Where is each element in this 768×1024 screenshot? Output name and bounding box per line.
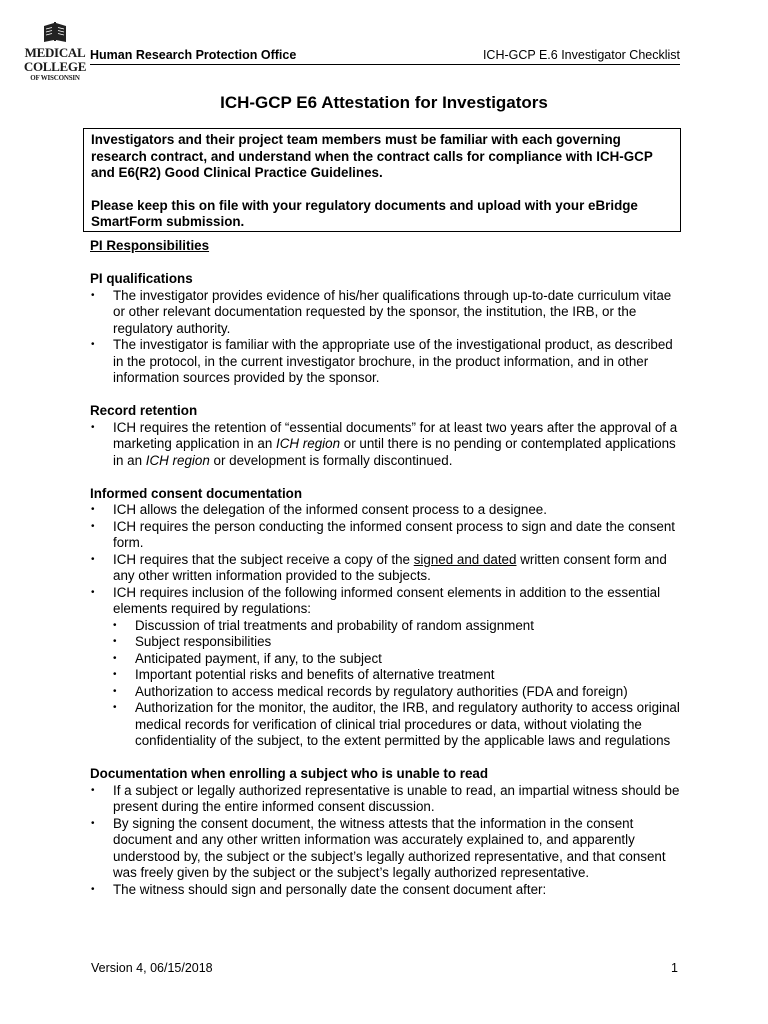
- page-header: [20, 20, 680, 82]
- list-item: • If a subject or legally authorized representative is unable to read, an impartial witness should be present during the entire informed consent discussion.: [90, 783, 680, 816]
- sub-list-item: • Discussion of trial treatments and probability of random assignment: [90, 618, 680, 635]
- footer-version: Version 4, 06/15/2018: [91, 961, 213, 975]
- unable-to-read-list: [90, 783, 680, 899]
- unable-to-read-heading: Documentation when enrolling a subject who is unable to read: [90, 766, 489, 781]
- informed-consent-list: [90, 502, 680, 618]
- notice-paragraph-1: Investigators and their project team members must be familiar with each governing research contract, and understand when the contract calls for compliance with ICH-GCP and E6(R2) Good Clinical Practice Guidelines.: [91, 132, 653, 180]
- document-body: [90, 238, 680, 898]
- consent-elements-sublist: [90, 618, 680, 750]
- sub-list-item: • Authorization for the monitor, the auditor, the IRB, and regulatory authority to access original medical records for verification of clinical trial procedures or data, without violating the confidentiality of the subject, to the extent permitted by the applicable laws and regulations: [90, 700, 680, 750]
- pi-qualifications-list: [90, 288, 680, 387]
- list-item: • ICH requires the person conducting the informed consent process to sign and date the consent form.: [90, 519, 680, 552]
- list-item: • ICH allows the delegation of the informed consent process to a designee.: [90, 502, 680, 519]
- list-item: • ICH requires that the subject receive a copy of the signed and dated written consent form and any other written information provided to the subjects.: [90, 552, 680, 585]
- checklist-name: ICH-GCP E.6 Investigator Checklist: [482, 48, 680, 62]
- header-rule: [90, 64, 680, 65]
- list-item: • ICH requires the retention of “essential documents” for at least two years after the approval of a marketing application in an ICH region or until there is no pending or contemplated applications in an ICH region or development is formally discontinued.: [90, 420, 680, 470]
- sub-list-item: • Important potential risks and benefits of alternative treatment: [90, 667, 680, 684]
- informed-consent-heading: Informed consent documentation: [90, 485, 303, 501]
- list-item: • The investigator provides evidence of his/her qualifications through up-to-date curriculum vitae or other relevant documentation requested by the sponsor, the institution, the IRB, or the regulatory authority.: [90, 288, 680, 338]
- list-item: • By signing the consent document, the witness attests that the information in the consent document and any other written information was accurately explained to, and apparently understood by, the subject or the subject’s legally authorized representative, and that consent was freely given by the subject or the subject’s legally authorized representative.: [90, 816, 680, 882]
- logo-text-line1: MEDICAL: [24, 45, 86, 60]
- sub-list-item: • Subject responsibilities: [90, 634, 680, 651]
- record-retention-heading: Record retention: [90, 403, 198, 418]
- list-item: • ICH requires inclusion of the following informed consent elements in addition to the essential elements required by regulations:: [90, 585, 680, 618]
- logo-text-line3: OF WISCONSIN: [30, 74, 80, 82]
- institution-logo: [20, 20, 90, 82]
- notice-paragraph-2: Please keep this on file with your regulatory documents and upload with your eBridge SmartForm submission.: [91, 197, 638, 229]
- book-crest-icon: [42, 20, 68, 44]
- record-retention-list: [90, 420, 680, 470]
- sub-list-item: • Authorization to access medical records by regulatory authorities (FDA and foreign): [90, 684, 680, 701]
- page-number: 1: [671, 961, 678, 975]
- sub-list-item: • Anticipated payment, if any, to the subject: [90, 651, 680, 668]
- logo-text-line2: COLLEGE: [23, 59, 87, 74]
- page-title: ICH-GCP E6 Attestation for Investigators: [220, 93, 548, 112]
- pi-qualifications-heading: PI qualifications: [90, 271, 193, 286]
- pi-responsibilities-heading: PI Responsibilities: [90, 238, 210, 253]
- office-name: Human Research Protection Office: [90, 48, 297, 62]
- notice-box: [83, 128, 681, 232]
- list-item: • The investigator is familiar with the appropriate use of the investigational product, as described in the protocol, in the current investigator brochure, in the product information, and in other information sources provided by the sponsor.: [90, 337, 680, 387]
- list-item: • The witness should sign and personally date the consent document after:: [90, 882, 680, 899]
